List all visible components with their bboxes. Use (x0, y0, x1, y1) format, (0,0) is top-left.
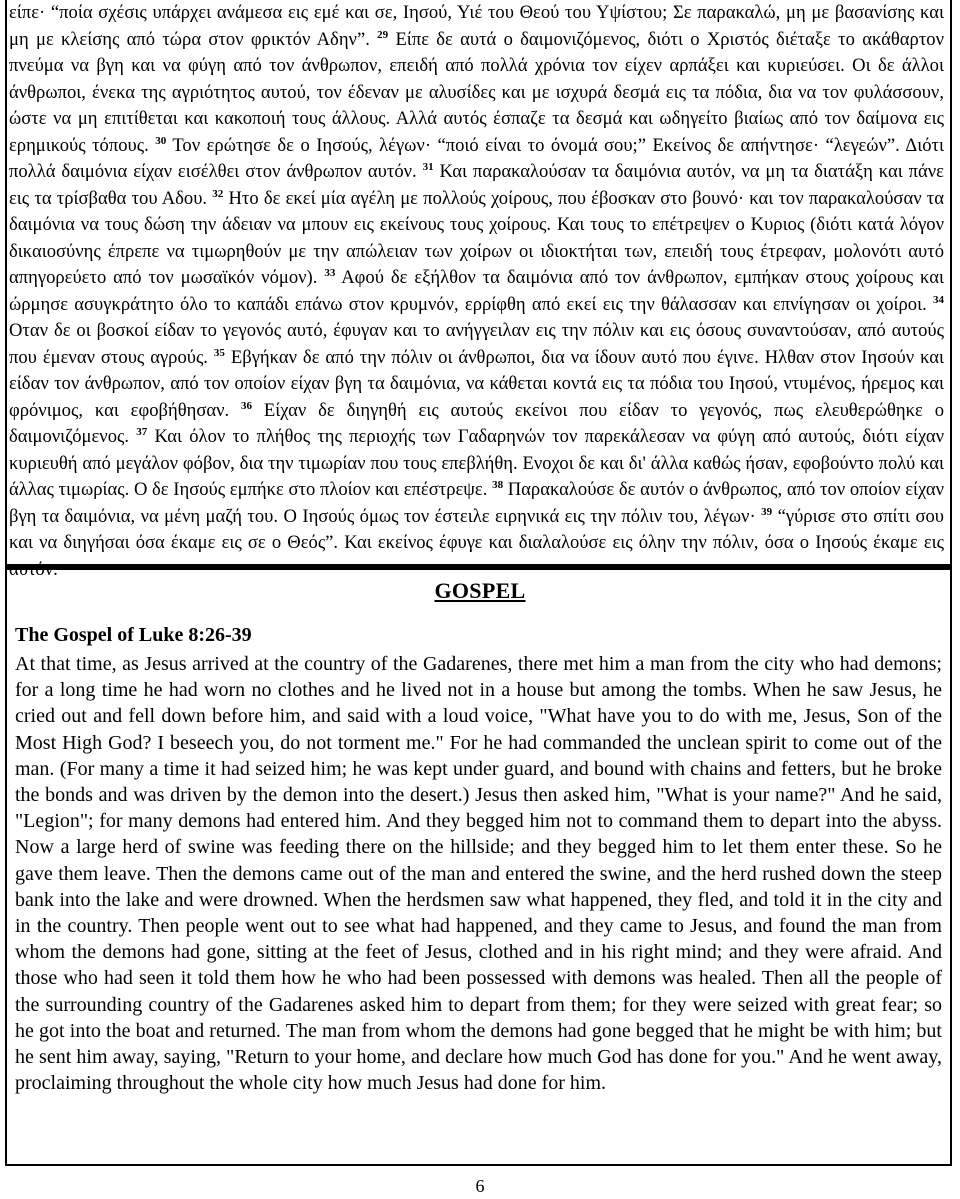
greek-text: Και παρακαλούσαν τα δαιμόνια αυτόν, να μη τα διατάξη και πάνε εις τα τρίσβαθα του Αδου. (9, 161, 944, 209)
greek-text: Είπε δε αυτά ο δαιμονιζόμενος, διότι ο Χριστός διέταξε το ακάθαρτον πνεύμα να βγη και να φύγη από τον άνθρωπον, επειδή από πολλά χρόνια τον είχεν αρπάξει και κυριεύσει. (9, 28, 944, 76)
verse-number: 29 (377, 28, 389, 41)
greek-text: Οταν δε οι βοσκοί είδαν το γεγονός αυτό, έφυγαν και το ανήγγειλαν εις την πόλιν και εις όσους συναντούσαν, από αυτούς που έμεναν στους αγρούς. (9, 320, 944, 368)
greek-passage (7, 0, 946, 583)
verse-number: 34 (933, 293, 944, 306)
greek-text: Ητο δε εκεί μία αγέλη με πολλούς χοίρους, που έβοσκαν στο βουνό· και τον παρακαλούσαν τα δαιμόνια να τους δώση την άδειαν να μπουν εις εκείνους τους χοίρους. Και τους το επέτρεψεν ο Κυριος (διότι κατά λόγον δικαιοσύνης έπρεπε να τιμωρηθούν με την απώλειαν των χοίρων οι ιδιοκτήται των, επειδή τους έτρεφαν, μολονότι αυτό απηγορεύετο από τον μωσαϊκόν νόμον). (9, 187, 945, 288)
greek-text: είπε· “ποία σχέσις υπάρχει ανάμεσα εις εμέ και σε, Ιησού, Υιέ του Θεού του Υψίστου; Σε παρακαλώ, μη με βασανίσης και μη με κλείσης από τώρα στον φρικτόν Αδην”. (9, 2, 944, 50)
section-heading: GOSPEL (434, 578, 526, 603)
reading-text: At that time, as Jesus arrived at the country of the Gadarenes, there met him a man from the city who had demons; for a long time he had worn no clothes and he lived not in a house but among the tombs. When he saw Jesus, he cried out and fell down before him, and said with a loud voice, "What have you to do with me, Jesus, Son of the Most High God? I beseech you, do not torment me." For he had commanded the unclean spirit to come out of the man. (For many a time it had seized him; he was kept under guard, and bound with chains and fetters, but he broke the bonds and was driven by the demon into the desert.) Jesus then asked him, "What is your name?" And he said, "Legion"; for many demons had entered him. And they begged him not to command them to depart into the abyss. Now a large herd of swine was feeding there on the hillside; and they begged him to let them enter these. So he gave them leave. Then the demons came out of the man and entered the swine, and the herd rushed down the steep bank into the lake and were drowned. When the herdsmen saw what happened, they fled, and told it in the city and in the country. Then people went out to see what had happened, and they came to Jesus, and found the man from whom the demons had gone, sitting at the feet of Jesus, clothed and in his right mind; and they were afraid. And those who had seen it told them how he who had been possessed with demons was healed. Then all the people of the surrounding country of the Gadarenes asked him to depart from them; for they were seized with great fear; so he got into the boat and returned. The man from whom the demons had gone begged that he might be with him; but he sent him away, saying, "Return to your home, and declare how much God has done for you." And he went away, proclaiming throughout the whole city how much Jesus had done for him. (15, 653, 942, 1095)
greek-text: Τον ερώτησε δε ο Ιησούς, λέγων· “ποιό είναι το όνομά σου;” Εκείνος δε απήντησε· “λεγεών”. Διότι πολλά δαιμόνια είχαν εισέλθει στον άνθρωπον αυτόν. (9, 134, 944, 182)
verse-number: 38 (492, 478, 504, 491)
greek-text: Εβγήκαν δε από την πόλιν οι άνθρωποι, δια να ίδουν αυτό που έγινε. Ηλθαν στον Ιησούν και είδαν τον άνθρωπον, από τον οποίον είχαν βγη τα δαιμόνια, να κάθεται κοντά εις τα πόδια του Ιησού, ντυμένος, ήρεμος και φρόνιμος, και εφοβήθησαν. (9, 346, 945, 421)
greek-text: Οι δε άλλοι άνθρωποι, ένεκα της αγριότητος αυτού, τον έδεναν με αλυσίδες και με ισχυρά δεσμά εις τα πόδια, δια να τον φυλάσσουν, ώστε να μη επιτίθεται και κακοποιή τους άλλους. Αλλά αυτός έσπαζε τα δεσμά και ωδηγείτο βιαίως από τον δαίμονα εις ερημικούς τόπους. (9, 55, 944, 156)
verse-number: 32 (212, 187, 224, 200)
verse-number: 30 (155, 134, 167, 147)
page-number: 6 (475, 1176, 485, 1196)
reading-title: The Gospel of Luke 8:26-39 (15, 624, 252, 646)
verse-number: 39 (761, 505, 773, 518)
greek-text: Αφού δε εξήλθον τα δαιμόνια από τον άνθρωπον, εμπήκαν στους χοίρους και ώρμησε ασυγκράτητο όλο το καπάδι επάνω στον κρυμνόν, ερρίφθη από εκεί εις την θάλασσαν και επνίγησαν οι χοίροι. (9, 267, 944, 315)
verse-number: 35 (213, 346, 225, 359)
section-divider (5, 564, 952, 570)
greek-text: Είχαν δε διηγηθή εις αυτούς εκείνοι που είδαν το γεγονός, πως ελευθερώθηκε ο δαιμονιζόμενος. (9, 399, 944, 447)
greek-text: Παρακαλούσε δε αυτόν ο άνθρωπος, από τον οποίον είχαν βγη τα δαιμόνια, να μένη μαζή του. Ο Ιησούς όμως τον έστειλε ειρηνικά εις την πόλιν του, λέγων· (9, 479, 944, 527)
verse-number: 37 (136, 425, 148, 438)
verse-number: 31 (422, 160, 434, 173)
verse-number: 36 (241, 399, 253, 412)
greek-text: “γύρισε στο σπίτι σου και να διηγήσαι όσα έκαμε εις σε ο Θεός”. Και εκείνος έφυγε και διαλαλούσε εις όλην την πόλιν, όσα ο Ιησούς έκαμε εις (9, 505, 944, 553)
verse-number: 33 (324, 266, 336, 279)
greek-text: Και όλον το πλήθος της περιοχής των Γαδαρηνών τον παρεκάλεσαν να φύγη από αυτούς, διότι είχαν κυριευθή από μεγάλον φόβον, δια την τιμωρίαν που τους επεβλήθη. Ενοχοι δε και δι' άλλα καθώς ήσαν, εφοβούντο πολύ και άλλας τιμωρίας. Ο δε Ιησούς εμπήκε στο πλοίον και επέστρεψε. (9, 426, 944, 500)
